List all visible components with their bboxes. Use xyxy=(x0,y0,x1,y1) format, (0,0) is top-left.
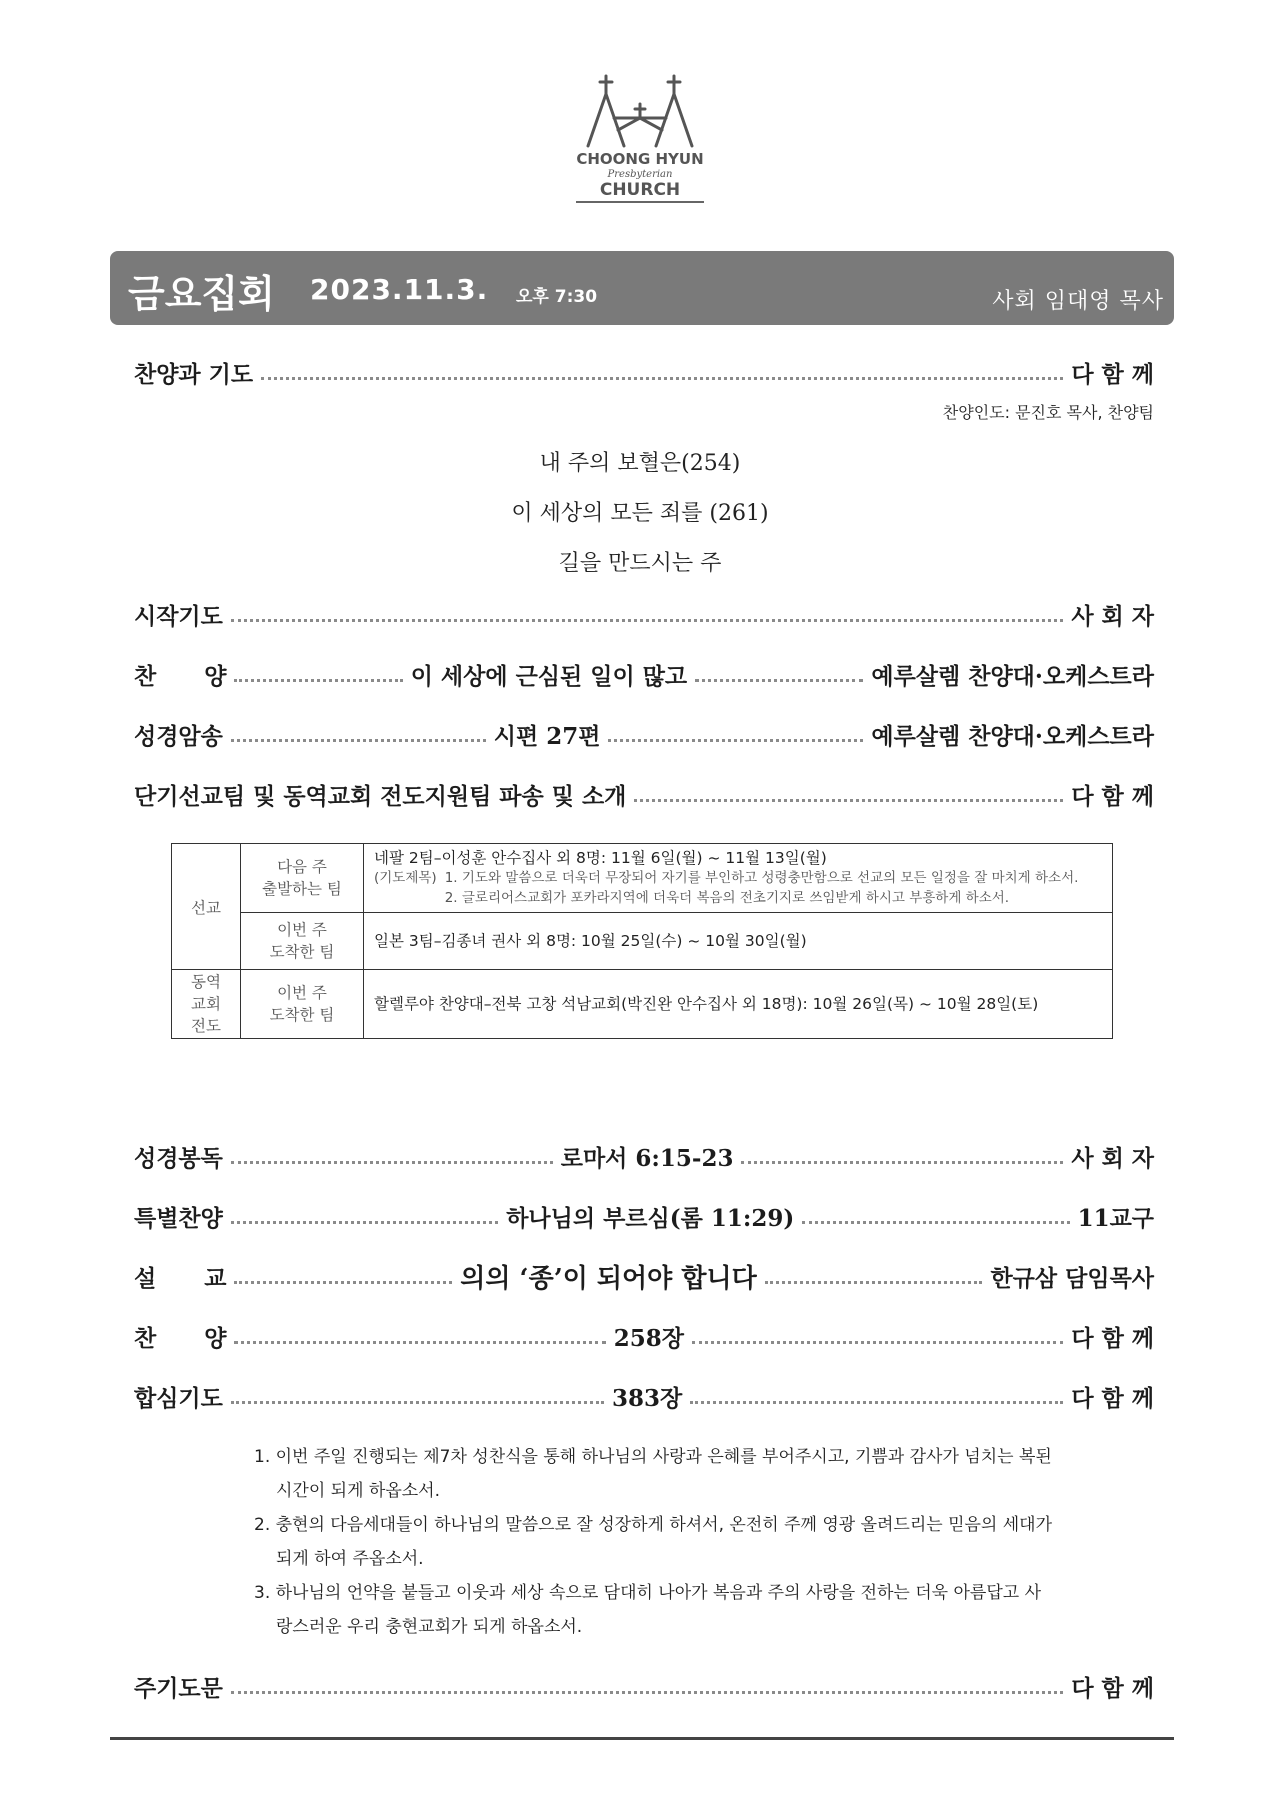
praise-song: 이 세상의 모든 죄를 (261) xyxy=(511,501,769,526)
order-leader: 다 함 께 xyxy=(1071,360,1154,388)
order-label: 찬 양 xyxy=(134,662,227,690)
prayer-topic: 3. 하나님의 언약을 붙들고 이웃과 세상 속으로 담대히 나아가 복음과 주의 사랑을 전하는 더욱 아름답고 사랑스러운 우리 충현교회가 되게 하옵소서. xyxy=(254,1583,1041,1637)
order-leader: 한규삼 담임목사 xyxy=(990,1264,1155,1292)
mission-team-table xyxy=(171,843,1113,1039)
order-row-united-prayer xyxy=(134,1376,1154,1416)
prayer-topic: 1. 이번 주일 진행되는 제7차 성찬식을 통해 하나님의 사랑과 은혜를 부어주시고, 기쁨과 감사가 넘치는 복된 시간이 되게 하옵소서. xyxy=(254,1447,1052,1501)
dot-leader xyxy=(231,1221,498,1224)
service-date: 2023.11.3. xyxy=(310,273,489,306)
this-week-team: 일본 3팀–김종녀 권사 외 8명: 10월 25일(수) ~ 10월 30일(월) xyxy=(364,913,1113,970)
dot-leader xyxy=(634,799,1063,802)
dot-leader xyxy=(231,1161,553,1164)
order-label: 성경암송 xyxy=(134,722,223,750)
order-row-scripture-recitation xyxy=(134,714,1154,754)
order-label: 단기선교팀 및 동역교회 전도지원팀 파송 및 소개 xyxy=(134,782,627,810)
dot-leader xyxy=(234,679,402,682)
next-week-cell xyxy=(364,844,1113,913)
dot-leader xyxy=(231,1691,1063,1694)
order-label: 찬양과 기도 xyxy=(134,360,254,388)
order-leader: 다 함 께 xyxy=(1071,1384,1154,1412)
order-leader: 예루살렘 찬양대·오케스트라 xyxy=(871,722,1154,750)
dot-leader xyxy=(802,1221,1069,1224)
order-row-mission-team-sendoff xyxy=(134,774,1154,814)
category-mission: 선교 xyxy=(172,844,241,970)
dot-leader xyxy=(261,377,1063,380)
dot-leader xyxy=(234,1341,605,1344)
dot-leader xyxy=(234,1281,452,1284)
order-item: 이 세상에 근심된 일이 많고 xyxy=(410,662,688,690)
order-row-praise-prayer xyxy=(134,352,1154,392)
partner-arrival-label: 이번 주 도착한 팀 xyxy=(241,970,364,1039)
dot-leader xyxy=(741,1161,1063,1164)
order-label: 성경봉독 xyxy=(134,1144,223,1172)
prayer-item: 1. 기도와 말씀으로 더욱더 무장되어 자기를 부인하고 성령충만함으로 선교의 모든 일정을 잘 마치게 하소서. xyxy=(444,870,1079,886)
category-partner-church: 동역 교회 전도 xyxy=(172,970,241,1039)
dot-leader xyxy=(765,1281,983,1284)
bottom-divider xyxy=(110,1737,1174,1740)
dot-leader xyxy=(692,1341,1063,1344)
order-row-lords-prayer xyxy=(134,1666,1154,1706)
order-label: 합심기도 xyxy=(134,1384,223,1412)
church-logo xyxy=(570,68,710,208)
logo-text-church: CHURCH xyxy=(599,180,681,200)
order-leader: 사 회 자 xyxy=(1071,1144,1155,1172)
praise-leader: 찬양인도: 문진호 목사, 찬양팀 xyxy=(942,403,1154,422)
prayer-topics xyxy=(374,868,1102,908)
order-leader: 다 함 께 xyxy=(1071,1324,1155,1352)
prayer-topic: 2. 충현의 다음세대들이 하나님의 말씀으로 잘 성장하게 하셔서, 온전히 주께 영광 올려드리는 믿음의 세대가 되게 하여 주옵소서. xyxy=(254,1515,1053,1569)
order-row-opening-prayer xyxy=(134,594,1154,634)
partner-team: 할렐루야 찬양대–전북 고창 석남교회(박진완 안수집사 외 18명): 10월 26일(목) ~ 10월 28일(토) xyxy=(364,970,1113,1039)
order-label: 주기도문 xyxy=(134,1674,223,1702)
dot-leader xyxy=(231,739,486,742)
logo-underline xyxy=(576,201,704,203)
order-label: 설 교 xyxy=(134,1264,227,1292)
dot-leader xyxy=(231,1401,604,1404)
order-row-sermon xyxy=(134,1256,1154,1296)
order-row-scripture-reading xyxy=(134,1136,1154,1176)
order-item: 383장 xyxy=(611,1384,683,1412)
order-label: 찬 양 xyxy=(134,1324,227,1352)
order-label: 시작기도 xyxy=(134,602,223,630)
next-week-label: 다음 주 출발하는 팀 xyxy=(241,844,364,913)
service-title: 금요집회 xyxy=(128,272,275,316)
dot-leader xyxy=(690,1401,1063,1404)
order-leader: 다 함 께 xyxy=(1071,782,1154,810)
prayer-topics-list xyxy=(254,1440,1054,1644)
next-week-team: 네팔 2팀–이성훈 안수집사 외 8명: 11월 6일(월) ~ 11월 13일(월) xyxy=(374,849,827,867)
praise-song: 내 주의 보혈은(254) xyxy=(539,451,741,476)
order-label: 특별찬양 xyxy=(134,1204,223,1232)
order-leader: 예루살렘 찬양대·오케스트라 xyxy=(871,662,1154,690)
service-host: 사회 임대영 목사 xyxy=(992,289,1164,314)
order-leader: 사 회 자 xyxy=(1071,602,1154,630)
logo-text-presbyterian: Presbyterian xyxy=(607,169,673,180)
prayer-tag: (기도제목) xyxy=(374,870,437,886)
order-row-praise xyxy=(134,654,1154,694)
prayer-item: 2. 글로리어스교회가 포카라지역에 더욱더 복음의 전초기지로 쓰임받게 하시고 부흥하게 하소서. xyxy=(444,890,1010,906)
dot-leader xyxy=(695,679,863,682)
order-item: 로마서 6:15-23 xyxy=(560,1144,734,1172)
service-time: 오후 7:30 xyxy=(516,287,598,307)
order-row-special-praise xyxy=(134,1196,1154,1236)
order-leader: 다 함 께 xyxy=(1071,1674,1154,1702)
praise-song: 길을 만드시는 주 xyxy=(558,551,722,576)
dot-leader xyxy=(608,739,863,742)
order-leader: 11교구 xyxy=(1077,1204,1155,1232)
church-spires-icon xyxy=(570,68,710,150)
service-header-bar xyxy=(110,251,1174,325)
dot-leader xyxy=(231,619,1063,622)
sermon-title: 의의 ‘종’이 되어야 합니다 xyxy=(460,1263,757,1294)
order-row-hymn xyxy=(134,1316,1154,1356)
order-item: 시편 27편 xyxy=(493,722,601,750)
order-item: 하나님의 부르심(롬 11:29) xyxy=(506,1204,795,1232)
logo-text-choong-hyun: CHOONG HYUN xyxy=(576,150,704,168)
order-item: 258장 xyxy=(613,1324,685,1352)
this-week-label: 이번 주 도착한 팀 xyxy=(241,913,364,970)
